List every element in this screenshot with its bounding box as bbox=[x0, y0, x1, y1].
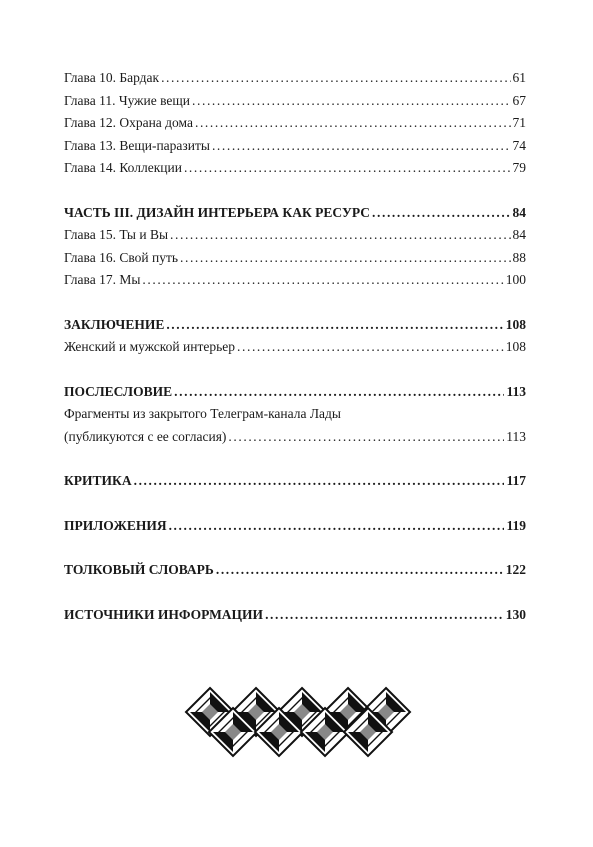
toc-entry-title: Глава 12. Охрана дома bbox=[64, 115, 193, 130]
toc-entry-title: ЗАКЛЮЧЕНИЕ bbox=[64, 316, 165, 332]
toc-entry-chapter-15 bbox=[64, 224, 526, 247]
dot-leader bbox=[166, 314, 503, 337]
diamond-pattern-ornament-icon bbox=[184, 686, 412, 758]
toc-entry-title: КРИТИКА bbox=[64, 473, 132, 488]
toc-entry-afterword-sub-line-1: Фрагменты из закрытого Телеграм-канала Лады bbox=[64, 406, 341, 421]
toc-entry-afterword-sub-line-2 bbox=[64, 426, 526, 449]
toc-entry-page: 117 bbox=[506, 473, 526, 488]
toc-entry-page: 84 bbox=[512, 227, 526, 242]
dot-leader bbox=[170, 224, 510, 247]
toc-entry-title: ТОЛКОВЫЙ СЛОВАРЬ bbox=[64, 562, 214, 577]
section-gap bbox=[64, 292, 526, 314]
toc-entry-page: 74 bbox=[512, 137, 526, 153]
dot-leader bbox=[192, 90, 510, 113]
toc-entry-title: Глава 15. Ты и Вы bbox=[64, 227, 169, 242]
section-gap bbox=[64, 537, 526, 559]
toc-entry-title: ПОСЛЕСЛОВИЕ bbox=[64, 383, 173, 399]
toc-entry-page: 108 bbox=[505, 316, 526, 332]
dot-leader bbox=[265, 604, 504, 627]
toc-entry-chapter-17 bbox=[64, 269, 526, 292]
dot-leader bbox=[169, 515, 505, 538]
toc-entry-chapter-11 bbox=[64, 90, 526, 113]
dot-leader bbox=[174, 381, 504, 404]
toc-entry-page: 71 bbox=[512, 115, 526, 130]
toc-entry-appendices bbox=[64, 515, 526, 538]
dot-leader bbox=[142, 269, 503, 292]
toc-entry-chapter-16 bbox=[64, 247, 526, 270]
dot-leader bbox=[180, 247, 511, 270]
toc-entry-page: 88 bbox=[512, 249, 526, 265]
section-gap bbox=[64, 359, 526, 381]
dot-leader bbox=[372, 202, 510, 225]
toc-entry-page: 113 bbox=[506, 383, 526, 399]
toc-entry-chapter-14 bbox=[64, 157, 526, 180]
table-of-contents bbox=[64, 67, 526, 626]
dot-leader bbox=[237, 336, 504, 359]
toc-entry-part-3 bbox=[64, 202, 526, 225]
toc-entry-page: 122 bbox=[505, 562, 526, 577]
toc-entry-critique bbox=[64, 470, 526, 493]
toc-entry-title: Глава 11. Чужие вещи bbox=[64, 92, 191, 108]
toc-entry-title: ЧАСТЬ III. ДИЗАЙН ИНТЕРЬЕРА КАК РЕСУРС bbox=[64, 204, 371, 220]
dot-leader bbox=[216, 559, 504, 582]
toc-entry-conclusion-sub bbox=[64, 336, 526, 359]
toc-entry-page: 61 bbox=[512, 70, 526, 85]
toc-entry-chapter-12 bbox=[64, 112, 526, 135]
section-gap bbox=[64, 493, 526, 515]
toc-entry-title: Глава 14. Коллекции bbox=[64, 160, 182, 175]
toc-entry-conclusion bbox=[64, 314, 526, 337]
toc-entry-sources bbox=[64, 604, 526, 627]
toc-entry-page: 119 bbox=[506, 517, 526, 533]
toc-entry-title: (публикуются с ее согласия) bbox=[64, 428, 227, 444]
toc-entry-title: Женский и мужской интерьер bbox=[64, 339, 236, 354]
section-gap bbox=[64, 180, 526, 202]
toc-entry-afterword bbox=[64, 381, 526, 404]
section-gap bbox=[64, 582, 526, 604]
dot-leader bbox=[195, 112, 511, 135]
toc-entry-chapter-10 bbox=[64, 67, 526, 90]
toc-entry-title: ПРИЛОЖЕНИЯ bbox=[64, 517, 167, 533]
toc-entry-title: ИСТОЧНИКИ ИНФОРМАЦИИ bbox=[64, 606, 264, 622]
toc-entry-page: 84 bbox=[512, 204, 526, 220]
toc-entry-page: 113 bbox=[506, 428, 526, 444]
toc-entry-glossary bbox=[64, 559, 526, 582]
toc-entry-chapter-13 bbox=[64, 135, 526, 158]
toc-entry-title: Глава 13. Вещи-паразиты bbox=[64, 137, 210, 153]
toc-entry-page: 79 bbox=[512, 160, 526, 175]
dot-leader bbox=[184, 157, 511, 180]
toc-entry-page: 67 bbox=[512, 92, 526, 108]
toc-entry-page: 130 bbox=[505, 606, 526, 622]
dot-leader bbox=[134, 470, 505, 493]
toc-entry-page: 100 bbox=[505, 272, 526, 287]
dot-leader bbox=[212, 135, 511, 158]
dot-leader bbox=[161, 67, 510, 90]
toc-entry-title: Глава 16. Свой путь bbox=[64, 249, 178, 265]
section-gap bbox=[64, 448, 526, 470]
toc-entry-title: Глава 17. Мы bbox=[64, 272, 141, 287]
toc-entry-page: 108 bbox=[505, 339, 526, 354]
toc-entry-title: Глава 10. Бардак bbox=[64, 70, 160, 85]
dot-leader bbox=[228, 426, 504, 449]
